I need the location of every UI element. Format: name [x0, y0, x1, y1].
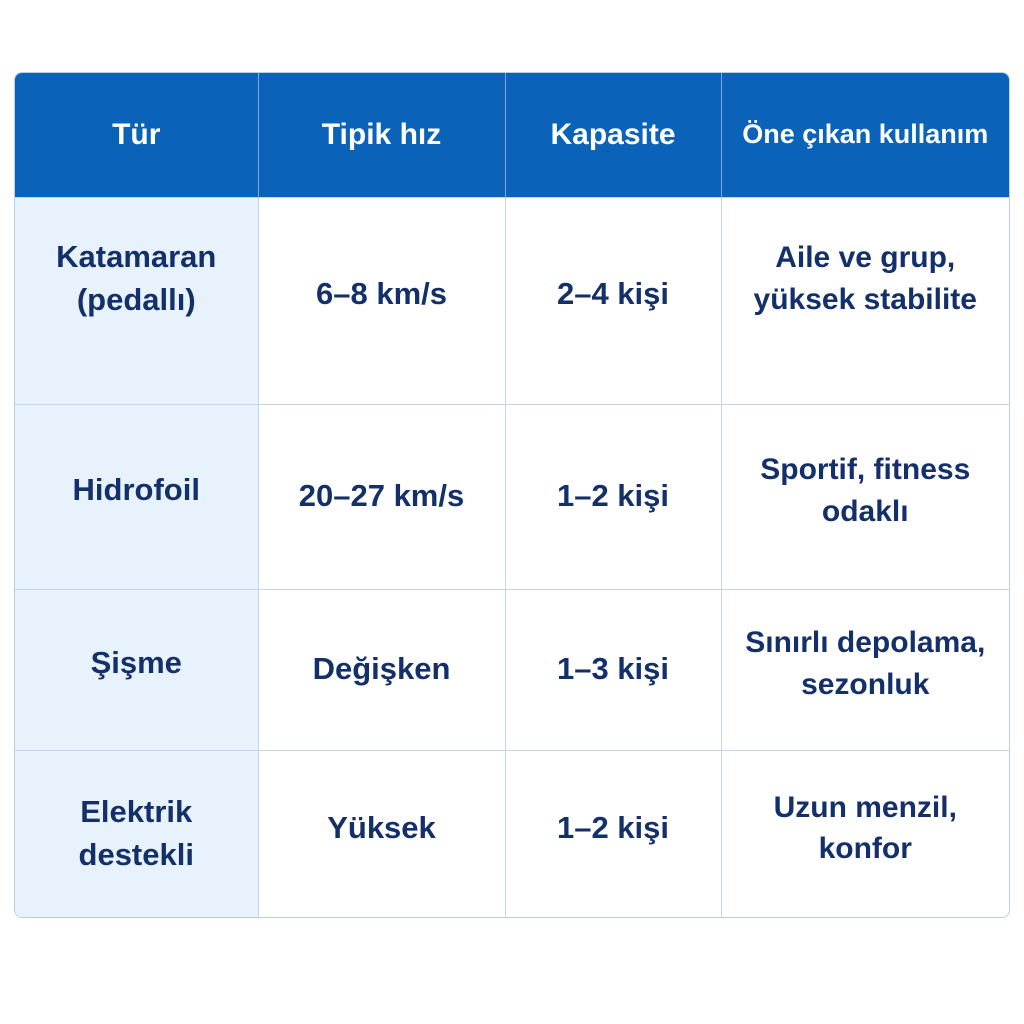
header-capacity: Kapasite	[505, 73, 721, 197]
speed-value: Yüksek	[327, 809, 436, 845]
table-row	[15, 750, 1009, 918]
capacity-value: 1–2 kişi	[556, 809, 670, 845]
type-line: Hidrofoil	[72, 472, 200, 508]
header-speed: Tipik hız	[258, 73, 505, 197]
cell-capacity	[505, 589, 721, 750]
cell-usage	[721, 404, 1009, 589]
cell-usage	[721, 197, 1009, 404]
table-body	[15, 197, 1009, 918]
cell-usage	[721, 750, 1009, 918]
usage-line: Aile ve grup,	[775, 241, 956, 275]
comparison-table-grid	[15, 73, 1009, 918]
type-line: destekli	[78, 837, 194, 873]
usage-line: sezonluk	[801, 667, 930, 701]
cell-speed	[258, 750, 505, 918]
cell-speed	[258, 197, 505, 404]
speed-value: 6–8 km/s	[316, 276, 447, 312]
comparison-table	[14, 72, 1010, 918]
cell-capacity	[505, 404, 721, 589]
speed-value: 20–27 km/s	[298, 478, 465, 514]
type-line: Şişme	[90, 645, 182, 681]
capacity-value: 2–4 kişi	[556, 276, 670, 312]
usage-line: Sportif, fitness	[760, 453, 971, 487]
cell-type	[15, 404, 258, 589]
cell-capacity	[505, 197, 721, 404]
cell-speed	[258, 404, 505, 589]
table-row	[15, 589, 1009, 750]
header-row	[15, 73, 1009, 197]
cell-type	[15, 197, 258, 404]
capacity-value: 1–3 kişi	[556, 651, 670, 687]
cell-type	[15, 589, 258, 750]
cell-capacity	[505, 750, 721, 918]
header-usage: Öne çıkan kullanım	[721, 73, 1009, 197]
table-row	[15, 404, 1009, 589]
usage-line: odaklı	[821, 494, 909, 528]
cell-type	[15, 750, 258, 918]
cell-usage	[721, 589, 1009, 750]
usage-line: Uzun menzil,	[773, 790, 957, 824]
cell-speed	[258, 589, 505, 750]
usage-line: yüksek stabilite	[753, 282, 977, 316]
type-line: Katamaran	[56, 238, 217, 274]
type-line: (pedallı)	[76, 281, 196, 317]
usage-line: Sınırlı depolama,	[745, 626, 986, 660]
usage-line: konfor	[818, 832, 912, 866]
table-row	[15, 197, 1009, 404]
capacity-value: 1–2 kişi	[556, 478, 670, 514]
type-line: Elektrik	[80, 794, 193, 830]
speed-value: Değişken	[312, 651, 451, 687]
header-type: Tür	[15, 73, 258, 197]
table-header	[15, 73, 1009, 197]
